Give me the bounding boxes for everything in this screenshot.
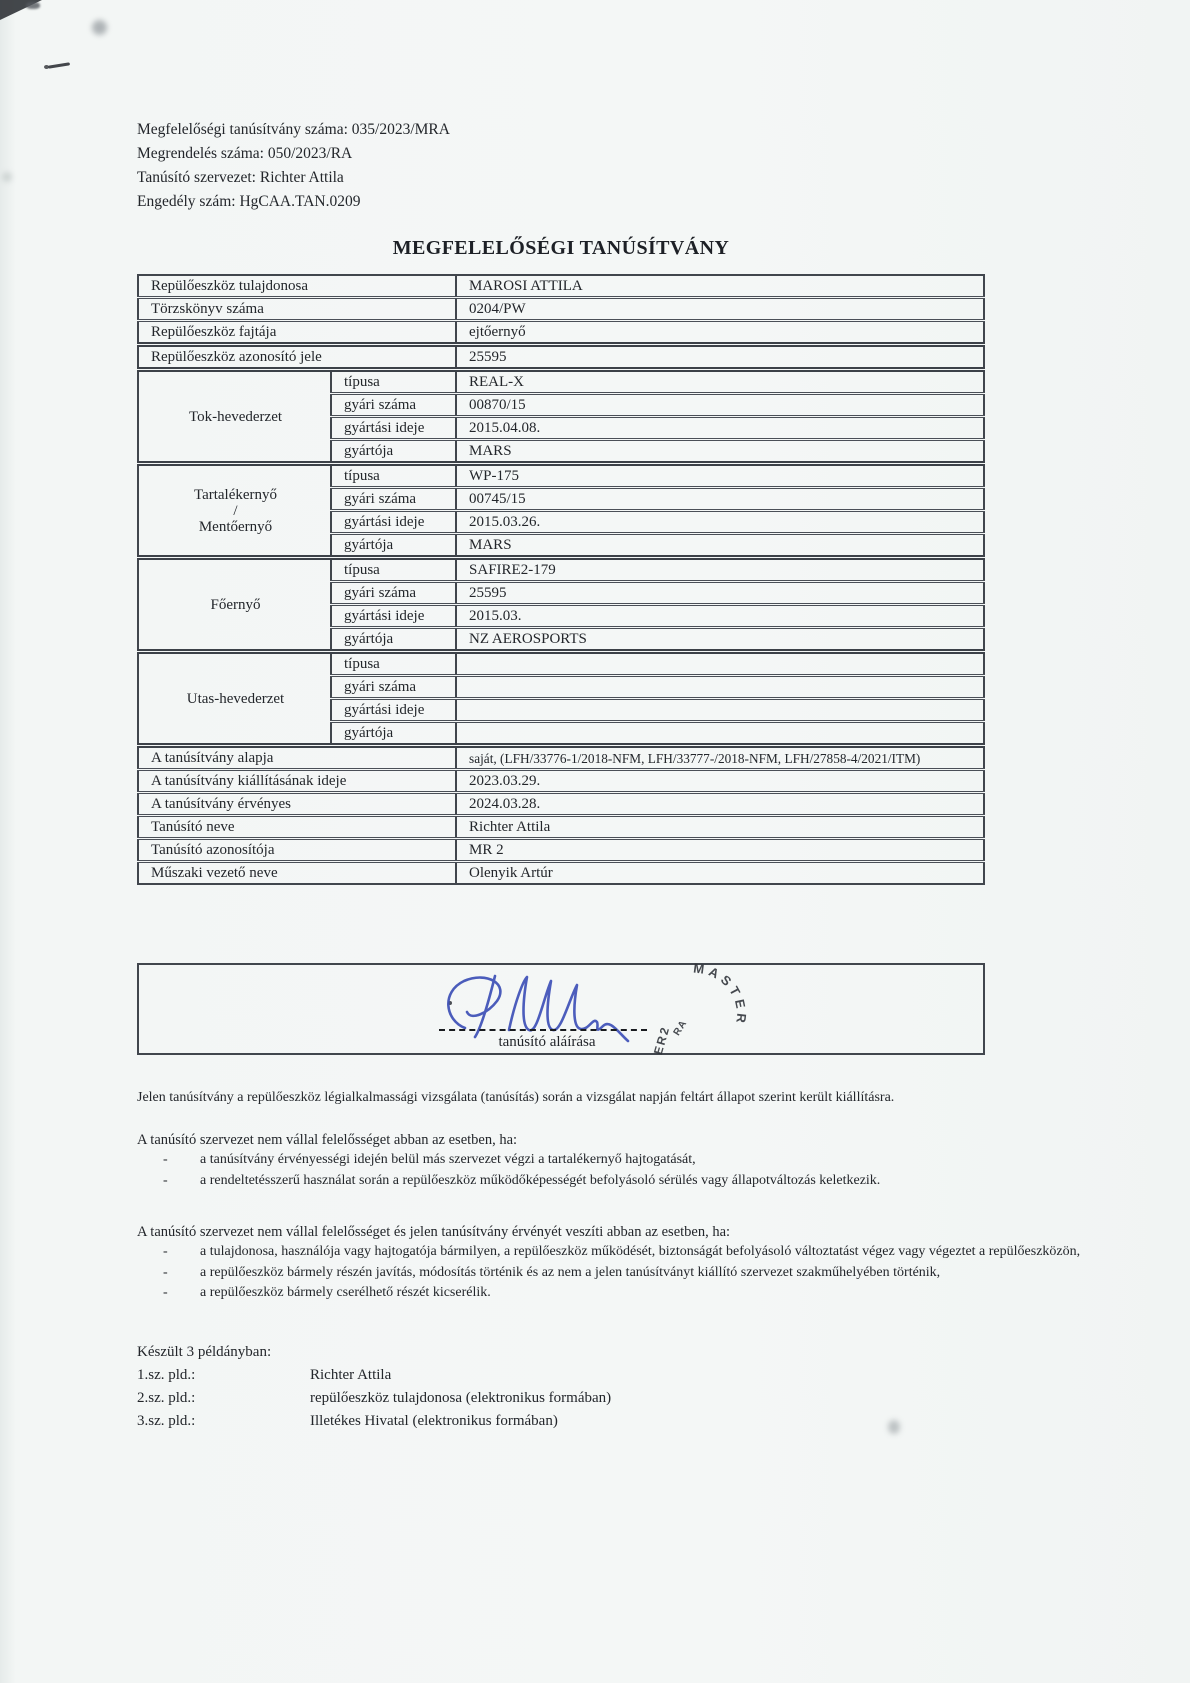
sub-label: gyári száma xyxy=(331,488,456,511)
disclaimer-item xyxy=(137,1150,1082,1171)
rigger-stamp xyxy=(628,948,762,1082)
sub-label: gyártási ideje xyxy=(331,605,456,628)
row-value: 2023.03.29. xyxy=(456,770,984,793)
group-name-line: Tartalékernyő xyxy=(193,487,278,503)
disclaimer-item-text: a tanúsítvány érvényességi idején belül más szervezet végzi a tartalékernyő hajtogatását, xyxy=(200,1152,696,1167)
certificate-table xyxy=(137,274,985,885)
scan-artifact-scratch-dot xyxy=(44,65,49,69)
document-content xyxy=(137,0,1082,1433)
table-group-row xyxy=(138,370,984,394)
copy-destination: repülőeszköz tulajdonosa (elektronikus formában) xyxy=(310,1389,612,1406)
row-value: 2015.04.08. xyxy=(456,417,984,440)
copy-row xyxy=(137,1387,1082,1410)
disclaimer-item-text: a rendeltetésszerű használat során a repülőeszköz működőképességét befolyásoló sérülés vagy állapotváltozás keletkezik. xyxy=(200,1172,881,1188)
copy-row xyxy=(137,1364,1082,1387)
row-label: Műszaki vezető neve xyxy=(138,862,456,885)
row-value: Olenyik Artúr xyxy=(456,862,984,885)
row-value: Richter Attila xyxy=(456,816,984,839)
disclaimer-item xyxy=(137,1283,1082,1304)
disclaimer-item xyxy=(137,1263,1082,1284)
disclaimer-intro: A tanúsító szervezet nem vállal felelősséget és jelen tanúsítvány érvényét veszíti abban az esetben, ha: xyxy=(137,1224,731,1240)
row-value: WP-175 xyxy=(456,464,984,488)
sub-label: gyártója xyxy=(331,534,456,558)
bullet-dash: - xyxy=(163,1264,168,1280)
permit-number-line: Engedély szám: HgCAA.TAN.0209 xyxy=(137,193,361,210)
row-value: REAL-X xyxy=(456,370,984,394)
row-label: Repülőeszköz azonosító jele xyxy=(138,345,456,370)
sub-label: gyártási ideje xyxy=(331,511,456,534)
row-value: 25595 xyxy=(456,345,984,370)
row-label: A tanúsítvány alapja xyxy=(138,746,456,770)
disclaimer-intro: A tanúsító szervezet nem vállal felelősséget abban az esetben, ha: xyxy=(137,1132,518,1148)
sub-label: gyári száma xyxy=(331,394,456,417)
group-name xyxy=(138,652,331,746)
row-label: Repülőeszköz tulajdonosa xyxy=(138,275,456,298)
scan-artifact-scratch xyxy=(48,62,70,68)
sub-label: gyári száma xyxy=(331,582,456,605)
table-row xyxy=(138,839,984,862)
row-value: MR 2 xyxy=(456,839,984,862)
copies-block xyxy=(137,1341,1082,1433)
table-group-row xyxy=(138,464,984,488)
row-label: Repülőeszköz fajtája xyxy=(138,321,456,345)
bullet-dash: - xyxy=(163,1285,168,1300)
svg-text:MASTER xyxy=(690,953,752,1036)
table-row xyxy=(138,862,984,885)
row-value xyxy=(456,699,984,722)
row-label: Tanúsító neve xyxy=(138,816,456,839)
row-value xyxy=(456,722,984,746)
bullet-dash: - xyxy=(163,1152,168,1167)
row-value: 25595 xyxy=(456,582,984,605)
sub-label: típusa xyxy=(331,464,456,488)
copy-row xyxy=(137,1410,1082,1433)
row-value: MAROSI ATTILA xyxy=(456,275,984,298)
row-value: saját, (LFH/33776-1/2018-NFM, LFH/33777-/2018-NFM, LFH/27858-4/2021/ITM) xyxy=(456,746,984,770)
table-row xyxy=(138,298,984,321)
row-label: Törzskönyv száma xyxy=(138,298,456,321)
stamp-arc-text: MASTER xyxy=(692,960,750,1028)
table-row xyxy=(138,793,984,816)
disclaimer-item-text: a repülőeszköz bármely részén javítás, módosítás történik és az nem a jelen tanúsítványt kiállító szervezet szakműhelyében történik, xyxy=(200,1264,941,1280)
row-value: NZ AEROSPORTS xyxy=(456,628,984,652)
row-value: 00870/15 xyxy=(456,394,984,417)
sub-label: gyári száma xyxy=(331,676,456,699)
scan-artifact-blob xyxy=(92,20,107,35)
signature-box xyxy=(137,960,985,1057)
table-group-row xyxy=(138,652,984,676)
scan-artifact-edge-smudge xyxy=(2,172,12,182)
disclaimer-item-text: a repülőeszköz bármely cserélhető részét kicserélik. xyxy=(200,1285,491,1300)
group-name-line: Mentőernyő xyxy=(198,519,273,535)
stamp-fragment: ER2 xyxy=(650,1024,673,1057)
copy-number: 1.sz. pld.: xyxy=(137,1366,196,1383)
row-value: 0204/PW xyxy=(456,298,984,321)
bullet-dash: - xyxy=(163,1172,168,1188)
document-header xyxy=(137,118,1082,214)
group-name-line: Főernyő xyxy=(210,597,261,613)
sub-label: típusa xyxy=(331,370,456,394)
row-value: SAFIRE2-179 xyxy=(456,558,984,582)
row-value xyxy=(456,676,984,699)
certificate-number-line: Megfelelőségi tanúsítvány száma: 035/2023/MRA xyxy=(137,121,450,138)
group-name-line: Utas-hevederzet xyxy=(186,691,285,707)
disclaimer-item xyxy=(137,1242,1082,1263)
sub-label: gyártója xyxy=(331,628,456,652)
table-row xyxy=(138,345,984,370)
bullet-dash: - xyxy=(163,1244,168,1259)
signature-dashed-line xyxy=(439,1029,647,1031)
signature-caption: tanúsító aláírása xyxy=(498,1034,596,1050)
copy-number: 2.sz. pld.: xyxy=(137,1389,196,1406)
disclaimer-item-text: a tulajdonosa, használója vagy hajtogatója bármilyen, a repülőeszköz működését, biztonságát befolyásoló változtatást végez vagy végeztet a repülőeszközön, xyxy=(200,1244,1081,1259)
disclaimer-item xyxy=(137,1171,1082,1192)
sub-label: gyártója xyxy=(331,440,456,464)
copies-title: Készült 3 példányban: xyxy=(137,1343,272,1360)
table-row xyxy=(138,275,984,298)
row-label: Tanúsító azonosítója xyxy=(138,839,456,862)
document-title: MEGFELELŐSÉGI TANÚSÍTVÁNY xyxy=(392,237,730,259)
row-label: A tanúsítvány érvényes xyxy=(138,793,456,816)
row-value: 2015.03.26. xyxy=(456,511,984,534)
group-name-line: / xyxy=(233,503,238,519)
disclaimer-block-1 xyxy=(137,1130,1082,1191)
row-value: 00745/15 xyxy=(456,488,984,511)
sub-label: típusa xyxy=(331,652,456,676)
table-row xyxy=(138,321,984,345)
group-name-line: Tok-hevederzet xyxy=(188,409,283,425)
row-value xyxy=(456,652,984,676)
copy-number: 3.sz. pld.: xyxy=(137,1412,196,1429)
table-row xyxy=(138,746,984,770)
row-value: ejtőernyő xyxy=(456,321,984,345)
certifier-org-line: Tanúsító szervezet: Richter Attila xyxy=(137,169,344,186)
copy-destination: Richter Attila xyxy=(310,1366,392,1383)
row-value: MARS xyxy=(456,440,984,464)
sub-label: gyártási ideje xyxy=(331,417,456,440)
group-name xyxy=(138,558,331,652)
stamp-fragment: RA xyxy=(671,1018,690,1038)
statement-paragraph: Jelen tanúsítvány a repülőeszköz légialkalmassági vizsgálata (tanúsítás) során a vizsgálat napján feltárt állapot szerint került kiállításra. xyxy=(137,1090,895,1105)
table-group-row xyxy=(138,558,984,582)
row-value: 2024.03.28. xyxy=(456,793,984,816)
sub-label: típusa xyxy=(331,558,456,582)
group-name xyxy=(138,464,331,558)
sub-label: gyártója xyxy=(331,722,456,746)
group-name xyxy=(138,370,331,464)
copy-destination: Illetékes Hivatal (elektronikus formában) xyxy=(310,1412,558,1429)
scan-artifact-corner-smudge xyxy=(26,2,40,9)
scan-artifact-corner xyxy=(0,0,42,20)
row-value: MARS xyxy=(456,534,984,558)
table-row xyxy=(138,770,984,793)
disclaimer-block-2 xyxy=(137,1222,1082,1304)
sub-label: gyártási ideje xyxy=(331,699,456,722)
row-label: A tanúsítvány kiállításának ideje xyxy=(138,770,456,793)
order-number-line: Megrendelés száma: 050/2023/RA xyxy=(137,145,353,162)
row-value: 2015.03. xyxy=(456,605,984,628)
table-row xyxy=(138,816,984,839)
